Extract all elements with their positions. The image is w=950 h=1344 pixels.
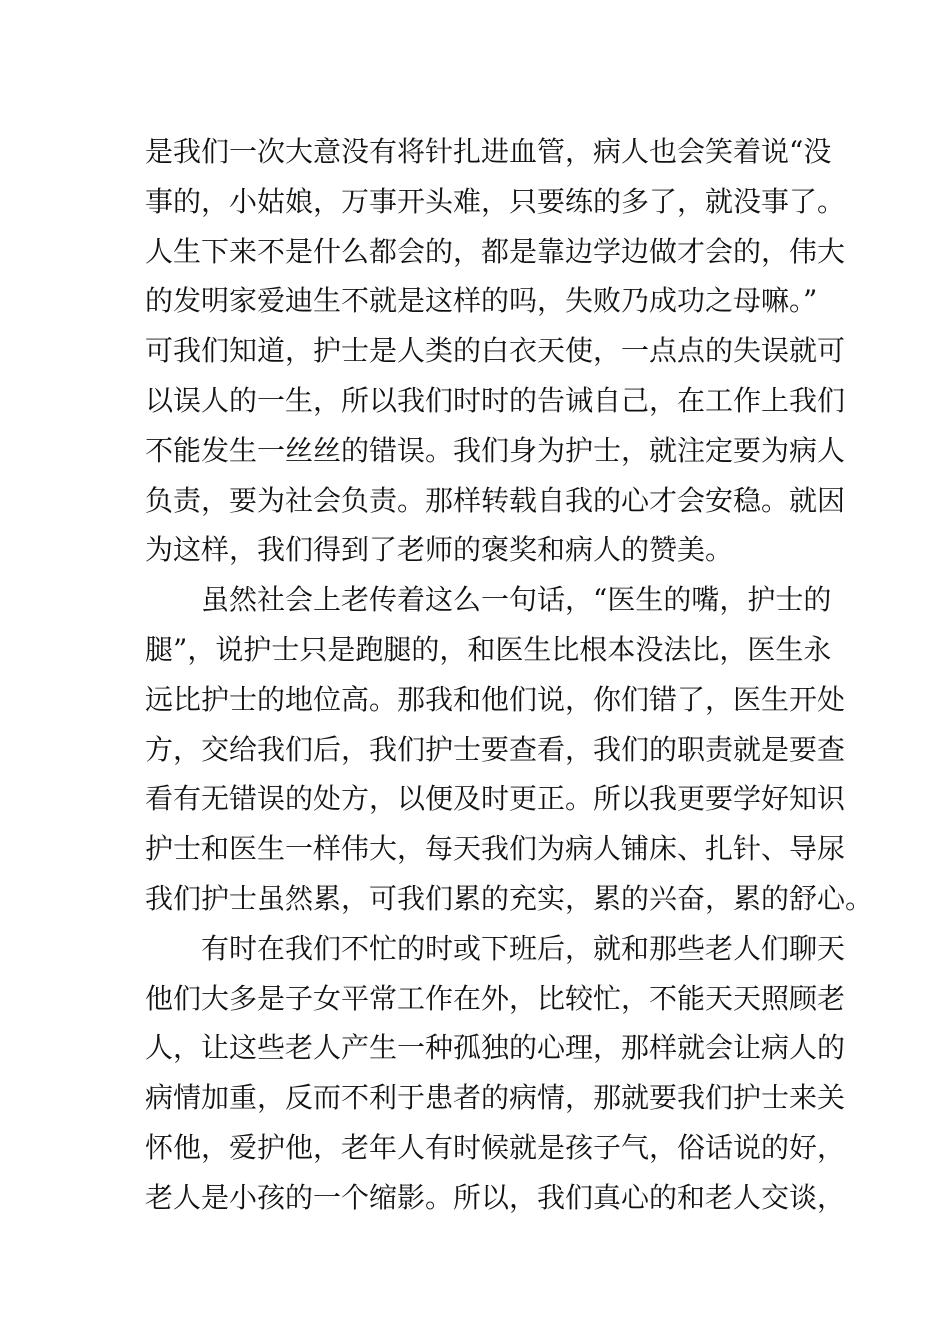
text-line: 老人是小孩的一个缩影。所以，我们真心的和老人交谈， [145,1180,846,1214]
text-line: 远比护士的地位高。那我和他们说，你们错了，医生开处 [145,682,846,716]
paragraph-first-line: 有时在我们不忙的时或下班后，就和那些老人们聊天 [201,931,846,965]
text-line: 病情加重，反而不利于患者的病情，那就要我们护士来关 [145,1081,846,1115]
text-line: 人，让这些老人产生一种孤独的心理，那样就会让病人的 [145,1031,846,1065]
text-line: 怀他，爱护他，老年人有时候就是孩子气，俗话说的好， [145,1130,846,1164]
text-line: 人生下来不是什么都会的，都是靠边学边做才会的，伟大 [145,234,846,268]
text-line: 我们护士虽然累，可我们累的充实，累的兴奋，累的舒心。 [145,881,874,915]
paragraph-first-line: 虽然社会上老传着这么一句话，“医生的嘴，护士的 [201,583,832,617]
text-line: 他们大多是子女平常工作在外，比较忙，不能天天照顾老 [145,981,846,1015]
text-line: 可我们知道，护士是人类的白衣天使，一点点的失误就可 [145,334,846,368]
text-line: 不能发生一丝丝的错误。我们身为护士，就注定要为病人 [145,433,846,467]
text-line: 护士和医生一样伟大，每天我们为病人铺床、扎针、导尿 [145,832,846,866]
text-line: 为这样，我们得到了老师的褒奖和病人的赞美。 [145,533,734,567]
text-line: 方，交给我们后，我们护士要查看，我们的职责就是要查 [145,732,846,766]
text-line: 看有无错误的处方，以便及时更正。所以我更要学好知识 [145,782,846,816]
text-line: 事的，小姑娘，万事开头难，只要练的多了，就没事了。 [145,184,846,218]
text-line: 腿”，说护士只是跑腿的，和医生比根本没法比，医生永 [145,632,832,666]
text-line: 的发明家爱迪生不就是这样的吗，失败乃成功之母嘛。” [145,284,818,318]
text-line: 负责，要为社会负责。那样转载自我的心才会安稳。就因 [145,483,846,517]
body-text [145,127,874,1223]
text-line: 是我们一次大意没有将针扎进血管，病人也会笑着说“没 [145,135,832,168]
text-line: 以误人的一生，所以我们时时的告诫自己，在工作上我们 [145,383,846,417]
